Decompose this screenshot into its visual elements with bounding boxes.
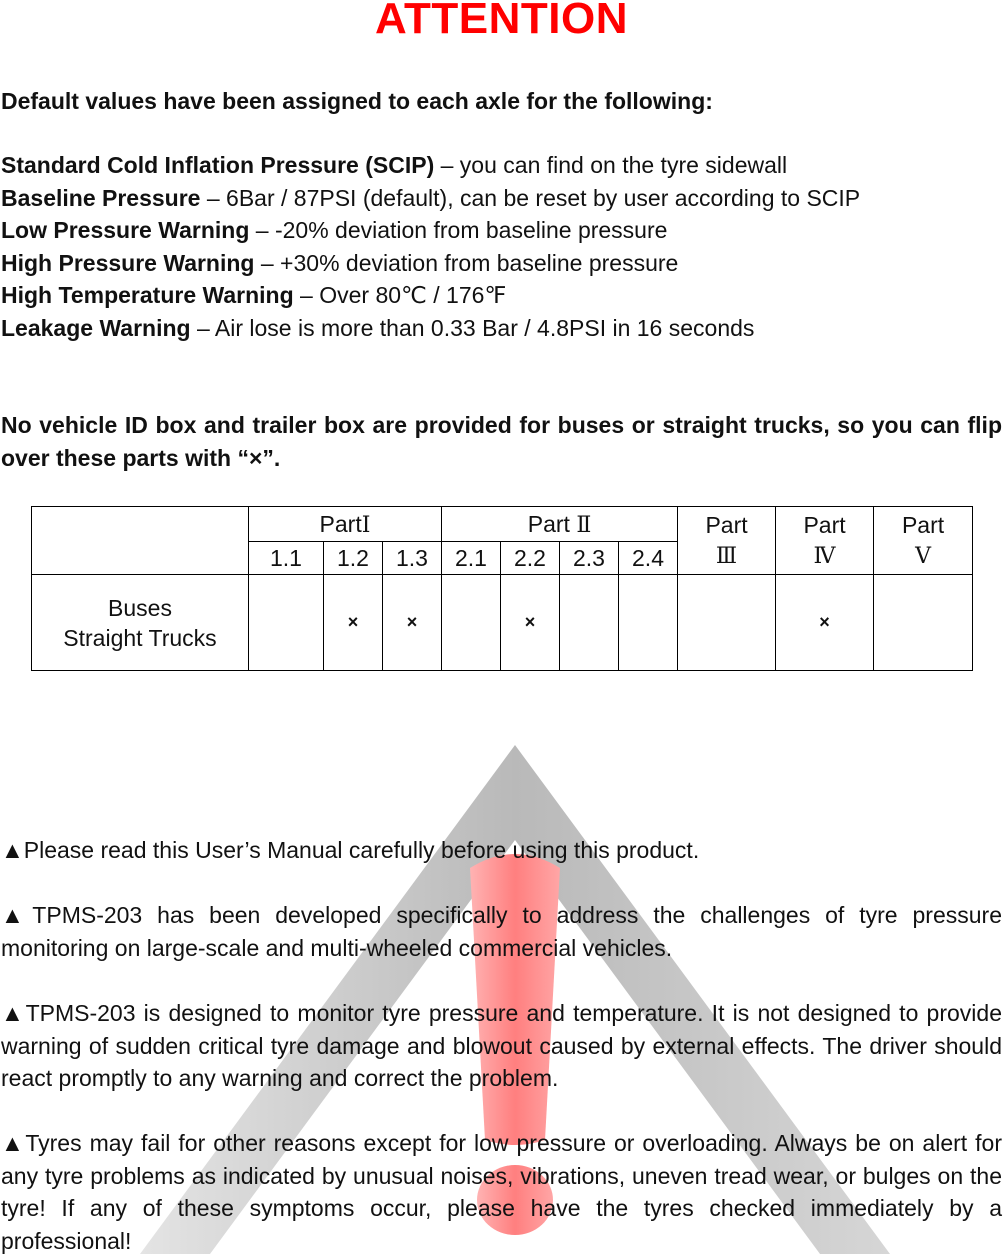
row-label-cell: [32, 575, 249, 671]
mark-cell-part-4: ×: [776, 575, 874, 671]
default-term: High Pressure Warning: [1, 250, 255, 276]
default-desc: – Over 80℃ / 176℉: [293, 282, 507, 308]
header-part-4: [776, 507, 874, 575]
header-part-5: [874, 507, 973, 575]
subheader-2-3: 2.3: [560, 542, 619, 575]
part-label: Part: [803, 511, 846, 538]
default-low-pressure: [1, 215, 667, 245]
default-scip: [1, 150, 787, 180]
page-title: ATTENTION: [375, 0, 628, 43]
default-high-temperature: [1, 280, 506, 310]
subheader-2-1: 2.1: [442, 542, 501, 575]
part-numeral: Ⅴ: [915, 543, 931, 569]
subheader-2-2: 2.2: [501, 542, 560, 575]
part-label: Part: [901, 511, 945, 538]
part-label: Part: [705, 511, 748, 538]
header-part-2: [442, 507, 678, 542]
row-label-straight-trucks: Straight Trucks: [63, 624, 217, 651]
default-desc: – 6Bar / 87PSI (default), can be reset by user according to SCIP: [200, 185, 861, 211]
note-designed-to-monitor: ▲TPMS-203 is designed to monitor tyre pressure and temperature. It is not designed to provide warning of sudden critical tyre damage and blowout caused by external effects. The driver should react promptly to any warning and correct the problem.: [1, 1000, 1002, 1091]
vehicle-note: No vehicle ID box and trailer box are provided for buses or straight trucks, so you can flip over these parts with “×”.: [1, 412, 1002, 471]
mark-cell-2-3: [560, 575, 619, 671]
subheader-2-4: 2.4: [619, 542, 678, 575]
default-desc: – -20% deviation from baseline pressure: [249, 217, 668, 243]
part-numeral: Ⅱ: [576, 512, 592, 538]
mark-cell-2-4: [619, 575, 678, 671]
default-high-pressure: [1, 248, 678, 278]
mark-cell-part-5: [874, 575, 973, 671]
default-term: Standard Cold Inflation Pressure (SCIP): [1, 152, 435, 178]
note-developed-for: ▲TPMS-203 has been developed specifically to address the challenges of tyre pressure monitoring on large-scale and multi-wheeled commercial vehicles.: [1, 902, 1002, 961]
default-term: Leakage Warning: [1, 315, 191, 341]
mark-cell-2-2: ×: [501, 575, 560, 671]
part-label: Part: [319, 510, 362, 537]
table-corner-cell: [32, 507, 249, 575]
default-desc: – +30% deviation from baseline pressure: [254, 250, 679, 276]
part-label: Part: [527, 510, 570, 537]
parts-table: [31, 506, 973, 671]
subheader-1-2: 1.2: [324, 542, 383, 575]
default-desc: – you can find on the tyre sidewall: [434, 152, 788, 178]
subheader-1-1: 1.1: [249, 542, 324, 575]
part-numeral: Ⅳ: [813, 543, 836, 569]
mark-cell-1-3: ×: [383, 575, 442, 671]
note-read-manual: ▲Please read this User’s Manual carefully before using this product.: [1, 837, 700, 863]
intro-heading: Default values have been assigned to each axle for the following:: [1, 88, 713, 114]
mark-cell-part-3: [678, 575, 776, 671]
default-baseline: [1, 183, 860, 213]
default-leakage: [1, 313, 754, 343]
default-term: Low Pressure Warning: [1, 217, 250, 243]
subheader-1-3: 1.3: [383, 542, 442, 575]
table-row: [32, 575, 973, 671]
row-label-buses: Buses: [108, 594, 172, 621]
note-tyre-failure: ▲Tyres may fail for other reasons except for low pressure or overloading. Always be on alert for any tyre problems as indicated by unusual noises, vibrations, uneven tread wear, or bulges on the tyre! If any of these symptoms occur, please have the tyres checked immediately by a professional!: [1, 1130, 1002, 1254]
mark-cell-2-1: [442, 575, 501, 671]
header-part-3: [678, 507, 776, 575]
part-numeral: Ⅰ: [361, 512, 371, 538]
default-desc: – Air lose is more than 0.33 Bar / 4.8PSI in 16 seconds: [190, 315, 755, 341]
header-part-1: [249, 507, 442, 542]
default-term: High Temperature Warning: [1, 282, 294, 308]
part-numeral: Ⅲ: [715, 543, 738, 569]
default-term: Baseline Pressure: [1, 185, 201, 211]
mark-cell-1-2: ×: [324, 575, 383, 671]
mark-cell-1-1: [249, 575, 324, 671]
